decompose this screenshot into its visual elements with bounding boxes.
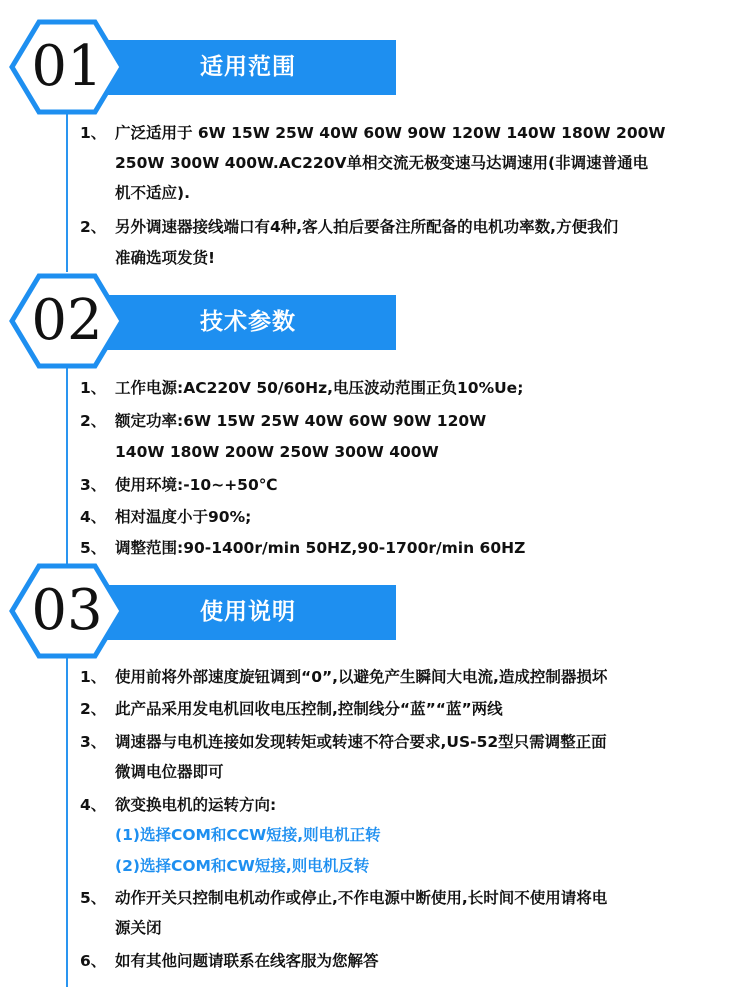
list-item xyxy=(80,790,276,820)
item-text-continued: 微调电位器即可 xyxy=(115,763,224,781)
item-text: 工作电源:AC220V 50/60Hz,电压波动范围正负10%Ue; xyxy=(115,379,524,397)
item-text: 相对温度小于90%; xyxy=(115,508,252,526)
list-item xyxy=(80,946,379,976)
item-text-continued: 准确选项发货! xyxy=(115,249,216,267)
section-title-banner: 适用范围 xyxy=(100,40,396,95)
item-text: 动作开关只控制电机动作或停止,不作电源中断使用,长时间不使用请将电 xyxy=(115,889,608,907)
list-item xyxy=(80,470,278,500)
item-text: 调整范围:90-1400r/min 50HZ,90-1700r/min 60HZ xyxy=(115,539,526,557)
list-item xyxy=(80,406,486,436)
list-item xyxy=(80,883,607,913)
list-item xyxy=(80,118,666,148)
list-item xyxy=(80,662,607,692)
section-number: 03 xyxy=(31,578,103,643)
item-text: 额定功率:6W 15W 25W 40W 60W 90W 120W xyxy=(115,412,487,430)
item-number: 6、 xyxy=(80,952,107,970)
list-item xyxy=(80,533,525,563)
section-divider-line xyxy=(66,366,68,564)
item-number: 2、 xyxy=(80,700,107,718)
list-item xyxy=(80,694,503,724)
item-number: 5、 xyxy=(80,539,107,557)
item-text-continued: 140W 180W 200W 250W 300W 400W xyxy=(115,443,439,461)
hexagon-badge xyxy=(9,273,125,369)
item-text: 欲变换电机的运转方向: xyxy=(115,796,277,814)
item-number: 1、 xyxy=(80,668,107,686)
section-number: 01 xyxy=(31,34,103,99)
item-number: 4、 xyxy=(80,796,107,814)
item-text-continued: 源关闭 xyxy=(115,919,162,937)
list-item xyxy=(80,502,251,532)
item-number: 1、 xyxy=(80,124,107,142)
item-text-continued: 机不适应). xyxy=(115,184,190,202)
section-title-banner: 技术参数 xyxy=(100,295,396,350)
item-text: 使用环境:-10~+50℃ xyxy=(115,476,278,494)
list-item xyxy=(80,212,618,242)
sub-item: (1)选择COM和CCW短接,则电机正转 xyxy=(115,826,381,844)
item-text: 此产品采用发电机回收电压控制,控制线分“蓝”“蓝”两线 xyxy=(115,700,503,718)
item-number: 2、 xyxy=(80,412,107,430)
item-number: 4、 xyxy=(80,508,107,526)
item-number: 3、 xyxy=(80,476,107,494)
item-text: 广泛适用于 6W 15W 25W 40W 60W 90W 120W 140W 180W 200W xyxy=(115,124,666,142)
item-text-continued: 250W 300W 400W.AC220V单相交流无极变速马达调速用(非调速普通电 xyxy=(115,154,649,172)
item-text: 如有其他问题请联系在线客服为您解答 xyxy=(115,952,379,970)
item-text: 调速器与电机连接如发现转矩或转速不符合要求,US-52型只需调整正面 xyxy=(115,733,607,751)
item-text: 另外调速器接线端口有4种,客人拍后要备注所配备的电机功率数,方便我们 xyxy=(115,218,619,236)
section-title-banner: 使用说明 xyxy=(100,585,396,640)
item-number: 5、 xyxy=(80,889,107,907)
section-divider-line xyxy=(66,112,68,272)
section-divider-line xyxy=(66,657,68,987)
item-number: 2、 xyxy=(80,218,107,236)
item-text: 使用前将外部速度旋钮调到“0”,以避免产生瞬间大电流,造成控制器损坏 xyxy=(115,668,608,686)
section-number: 02 xyxy=(31,288,103,353)
sub-item: (2)选择COM和CW短接,则电机反转 xyxy=(115,857,370,875)
list-item xyxy=(80,373,523,403)
list-item xyxy=(80,727,607,757)
hexagon-badge xyxy=(9,563,125,659)
hexagon-badge xyxy=(9,19,125,115)
item-number: 3、 xyxy=(80,733,107,751)
item-number: 1、 xyxy=(80,379,107,397)
